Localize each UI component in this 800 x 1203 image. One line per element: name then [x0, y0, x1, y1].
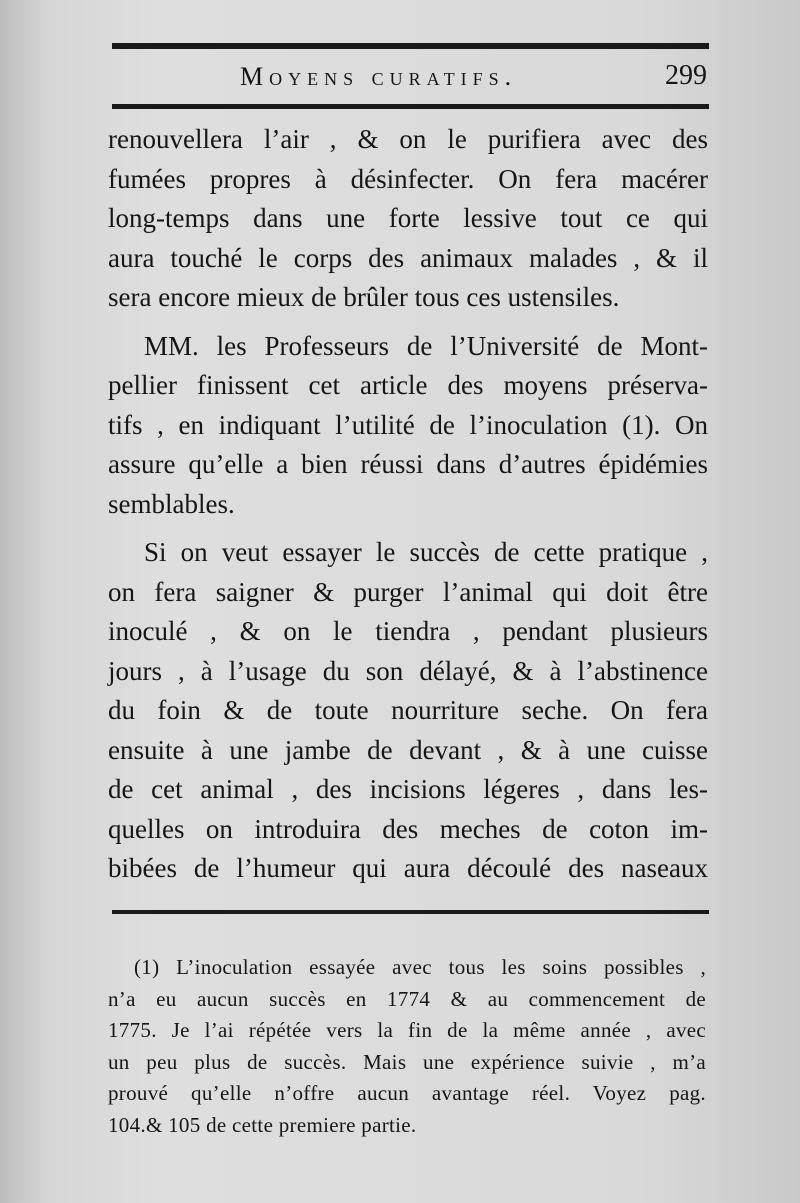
body-line: ensuite à une jambe de devant , & à une cuisse — [108, 734, 708, 765]
body-line: renouvellera l’air , & on le purifiera avec des — [108, 124, 708, 154]
header-rule — [112, 104, 709, 109]
body-line: inoculé , & on le tiendra , pendant plusieurs — [108, 616, 708, 646]
footnote-line: un peu plus de succès. Mais une expérience suivie , m’a — [108, 1049, 706, 1074]
paragraph-gap — [108, 318, 708, 327]
body-line: de cet animal , des incisions légeres , dans les- — [108, 774, 708, 804]
footnote-rule — [112, 910, 709, 914]
top-rule — [112, 43, 709, 49]
body-text — [108, 120, 708, 889]
body-line: semblables. — [108, 488, 235, 519]
running-title: Moyens curatifs. — [240, 62, 518, 91]
body-line: MM. les Professeurs de l’Université de Mont- — [144, 330, 708, 361]
body-line: fumées propres à désinfecter. On fera macérer — [108, 163, 708, 194]
body-line: pellier finissent cet article des moyens préserva- — [108, 370, 708, 400]
body-line: assure qu’elle a bien réussi dans d’autres épidémies — [108, 449, 708, 479]
footnote-line: (1) L’inoculation essayée avec tous les soins possibles , — [134, 955, 706, 979]
footnote — [108, 952, 706, 1141]
body-line: aura touché le corps des animaux malades , & il — [108, 242, 708, 273]
footnote-line: n’a eu aucun succès en 1774 & au commencement de — [108, 986, 706, 1011]
body-line: bibées de l’humeur qui aura découlé des naseaux — [108, 853, 708, 883]
body-line: quelles on introduira des meches de coton im- — [108, 813, 708, 844]
footnote-line: prouvé qu’elle n’offre aucun avantage réel. Voyez pag. — [108, 1081, 706, 1105]
running-header — [112, 62, 709, 96]
footnote-line: 1775. Je l’ai répétée vers la fin de la même année , avec — [108, 1018, 706, 1042]
body-line: du foin & de toute nourriture seche. On fera — [108, 695, 708, 725]
page-number: 299 — [665, 60, 707, 91]
footnote-line: 104.& 105 de cette premiere partie. — [108, 1112, 417, 1137]
body-line: jours , à l’usage du son délayé, & à l’abstinence — [108, 655, 708, 686]
body-line: sera encore mieux de brûler tous ces ustensiles. — [108, 282, 620, 312]
paragraph-gap — [108, 524, 708, 533]
body-line: on fera saigner & purger l’animal qui doit être — [108, 576, 708, 607]
body-line: Si on veut essayer le succès de cette pratique , — [144, 537, 708, 567]
body-line: long-temps dans une forte lessive tout ce qui — [108, 203, 708, 233]
body-line: tifs , en indiquant l’utilité de l’inoculation (1). On — [108, 409, 708, 440]
